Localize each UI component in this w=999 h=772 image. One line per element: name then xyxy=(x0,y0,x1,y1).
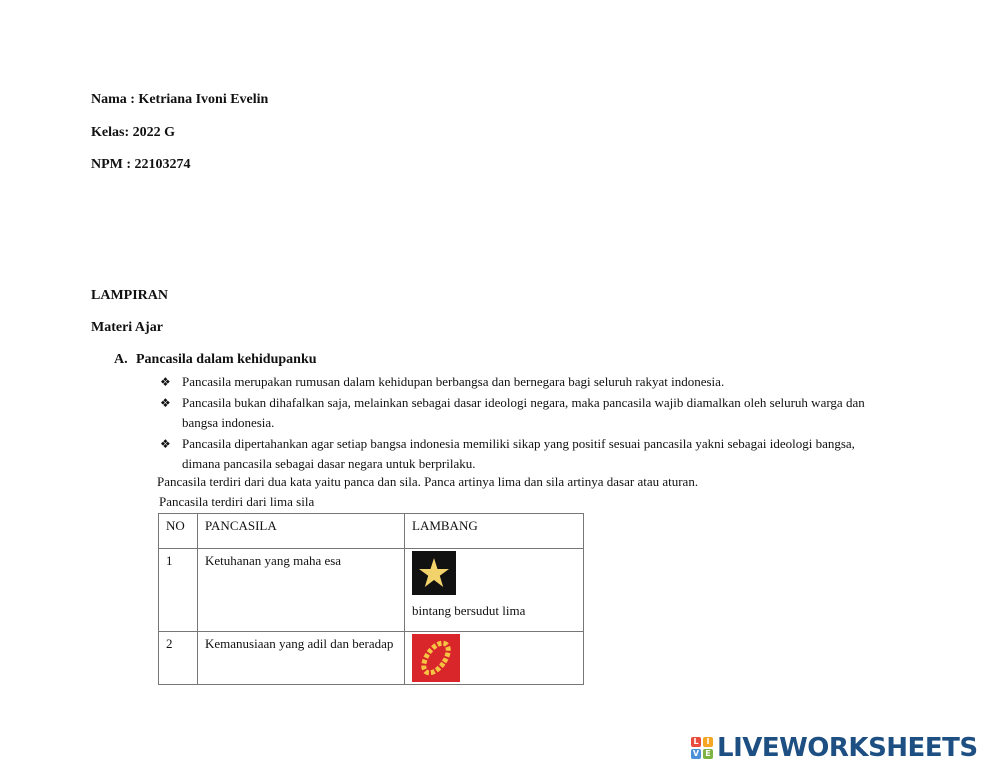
student-name: Nama : Ketriana Ivoni Evelin xyxy=(91,92,269,107)
logo-text: LIVEWORKSHEETS xyxy=(717,733,978,763)
liveworksheets-logo xyxy=(691,733,978,763)
list-item xyxy=(160,434,865,475)
header-lambang: LAMBANG xyxy=(405,514,584,549)
paragraph-five-sila: Pancasila terdiri dari lima sila xyxy=(159,494,315,509)
list-item xyxy=(160,393,865,434)
section-materi-ajar: Materi Ajar xyxy=(91,320,163,335)
logo-letter-l: L xyxy=(691,737,701,747)
logo-letter-i: I xyxy=(703,737,713,747)
cell-sila: Ketuhanan yang maha esa xyxy=(198,549,405,632)
logo-letter-e: E xyxy=(703,749,713,759)
bullet-list xyxy=(160,372,865,475)
pancasila-table xyxy=(158,513,584,685)
list-item xyxy=(160,372,865,393)
subsection-letter: A. xyxy=(114,352,128,367)
diamond-bullet-icon: ❖ xyxy=(160,375,171,389)
paragraph-definition: Pancasila terdiri dari dua kata yaitu panca dan sila. Panca artinya lima dan sila artinya dasar atau aturan. xyxy=(157,474,699,489)
section-lampiran: LAMPIRAN xyxy=(91,288,168,303)
bullet-text: Pancasila merupakan rumusan dalam kehidupan berbangsa dan bernegara bagi seluruh rakyat indonesia. xyxy=(182,374,725,389)
cell-sila: Kemanusiaan yang adil dan beradap xyxy=(198,632,405,685)
bullet-text: Pancasila dipertahankan agar setiap bangsa indonesia memiliki sikap yang positif sesuai pancasila yakni sebagai ideologi bangsa, dimana pancasila sebagai dasar negara untuk berprilaku. xyxy=(182,435,855,471)
diamond-bullet-icon: ❖ xyxy=(160,395,171,410)
table-row xyxy=(159,549,584,632)
student-npm: NPM : 22103274 xyxy=(91,157,191,172)
header-pancasila: PANCASILA xyxy=(198,514,405,549)
table-row xyxy=(159,632,584,685)
chain-icon xyxy=(412,634,460,682)
table-header-row xyxy=(159,514,584,549)
subsection-title-text: Pancasila dalam kehidupanku xyxy=(136,352,317,367)
symbol-caption: bintang bersudut lima xyxy=(412,603,526,618)
bullet-text: Pancasila bukan dihafalkan saja, melainkan sebagai dasar ideologi negara, maka pancasila wajib diamalkan oleh seluruh warga dan bangsa indonesia. xyxy=(182,394,865,430)
cell-lambang xyxy=(405,549,584,632)
header-no: NO xyxy=(159,514,198,549)
cell-no: 1 xyxy=(159,549,198,632)
diamond-bullet-icon: ❖ xyxy=(160,436,171,451)
logo-boxes xyxy=(691,737,713,759)
subsection-title xyxy=(114,352,317,368)
cell-lambang xyxy=(405,632,584,685)
student-class: Kelas: 2022 G xyxy=(91,125,175,140)
star-icon xyxy=(412,551,456,595)
logo-letter-v: V xyxy=(692,749,700,758)
cell-no: 2 xyxy=(159,632,198,685)
